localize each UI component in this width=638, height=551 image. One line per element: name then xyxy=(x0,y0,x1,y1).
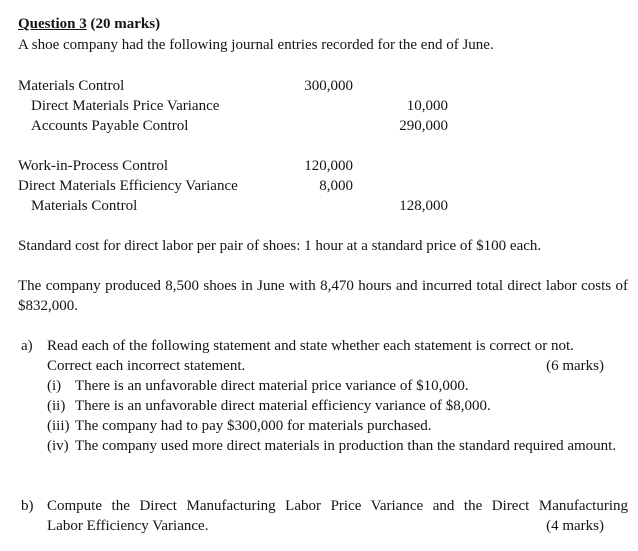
question-marks: (20 marks) xyxy=(90,16,161,32)
journal-1-line-2-account: Direct Materials Price Variance xyxy=(31,98,220,114)
statement-iv-text: The company used more direct materials in production than the standard required amount. xyxy=(75,438,617,454)
journal-1-line-1-account: Materials Control xyxy=(18,78,125,94)
standard-cost-text: Standard cost for direct labor per pair of shoes: 1 hour at a standard price of $100 each. xyxy=(18,238,542,254)
part-b-marks: (4 marks) xyxy=(546,518,604,534)
question-intro: A shoe company had the following journal entries recorded for the end of June. xyxy=(18,37,494,53)
production-text: The company produced 8,500 shoes in June with 8,470 hours and incurred total direct labor costs of $832,000. xyxy=(18,278,628,314)
journal-1-line-1-debit: 300,000 xyxy=(304,78,353,94)
question-number: Question 3 xyxy=(18,16,87,32)
journal-1-line-3-account: Accounts Payable Control xyxy=(31,118,189,134)
journal-2-line-2-debit: 8,000 xyxy=(319,178,353,194)
journal-2-line-1-account: Work-in-Process Control xyxy=(18,158,169,174)
journal-2-line-3-account: Materials Control xyxy=(31,198,138,214)
part-a-label: a) xyxy=(21,338,33,354)
part-b-text-line-1: Compute the Direct Manufacturing Labor Price Variance and the Direct Manufacturing xyxy=(47,498,628,514)
statement-ii-text: There is an unfavorable direct material efficiency variance of $8,000. xyxy=(75,398,491,414)
journal-1-line-2-credit: 10,000 xyxy=(406,98,448,114)
part-b-text-line-2-row xyxy=(47,516,604,536)
journal-2-line-1-debit: 120,000 xyxy=(304,158,353,174)
part-a-text-line-2: Correct each incorrect statement. xyxy=(47,358,246,374)
statement-iv-label: (iv) xyxy=(47,438,69,454)
journal-1-line-3-credit: 290,000 xyxy=(399,118,448,134)
part-a-text-line-2-row xyxy=(47,356,604,376)
part-b-text-line-2: Labor Efficiency Variance. xyxy=(47,518,209,534)
statement-i-label: (i) xyxy=(47,378,62,394)
statement-iii-text: The company had to pay $300,000 for materials purchased. xyxy=(75,418,432,434)
journal-2-line-3-credit: 128,000 xyxy=(399,198,448,214)
part-a-marks: (6 marks) xyxy=(546,358,604,374)
question-title xyxy=(18,14,160,34)
journal-2-line-2-account: Direct Materials Efficiency Variance xyxy=(18,178,238,194)
part-a-text-line-1: Read each of the following statement and state whether each statement is correct or not. xyxy=(47,338,574,354)
statement-iii-label: (iii) xyxy=(47,418,70,434)
statement-ii-label: (ii) xyxy=(47,398,66,414)
part-b-label: b) xyxy=(21,498,34,514)
statement-i-text: There is an unfavorable direct material price variance of $10,000. xyxy=(75,378,469,394)
